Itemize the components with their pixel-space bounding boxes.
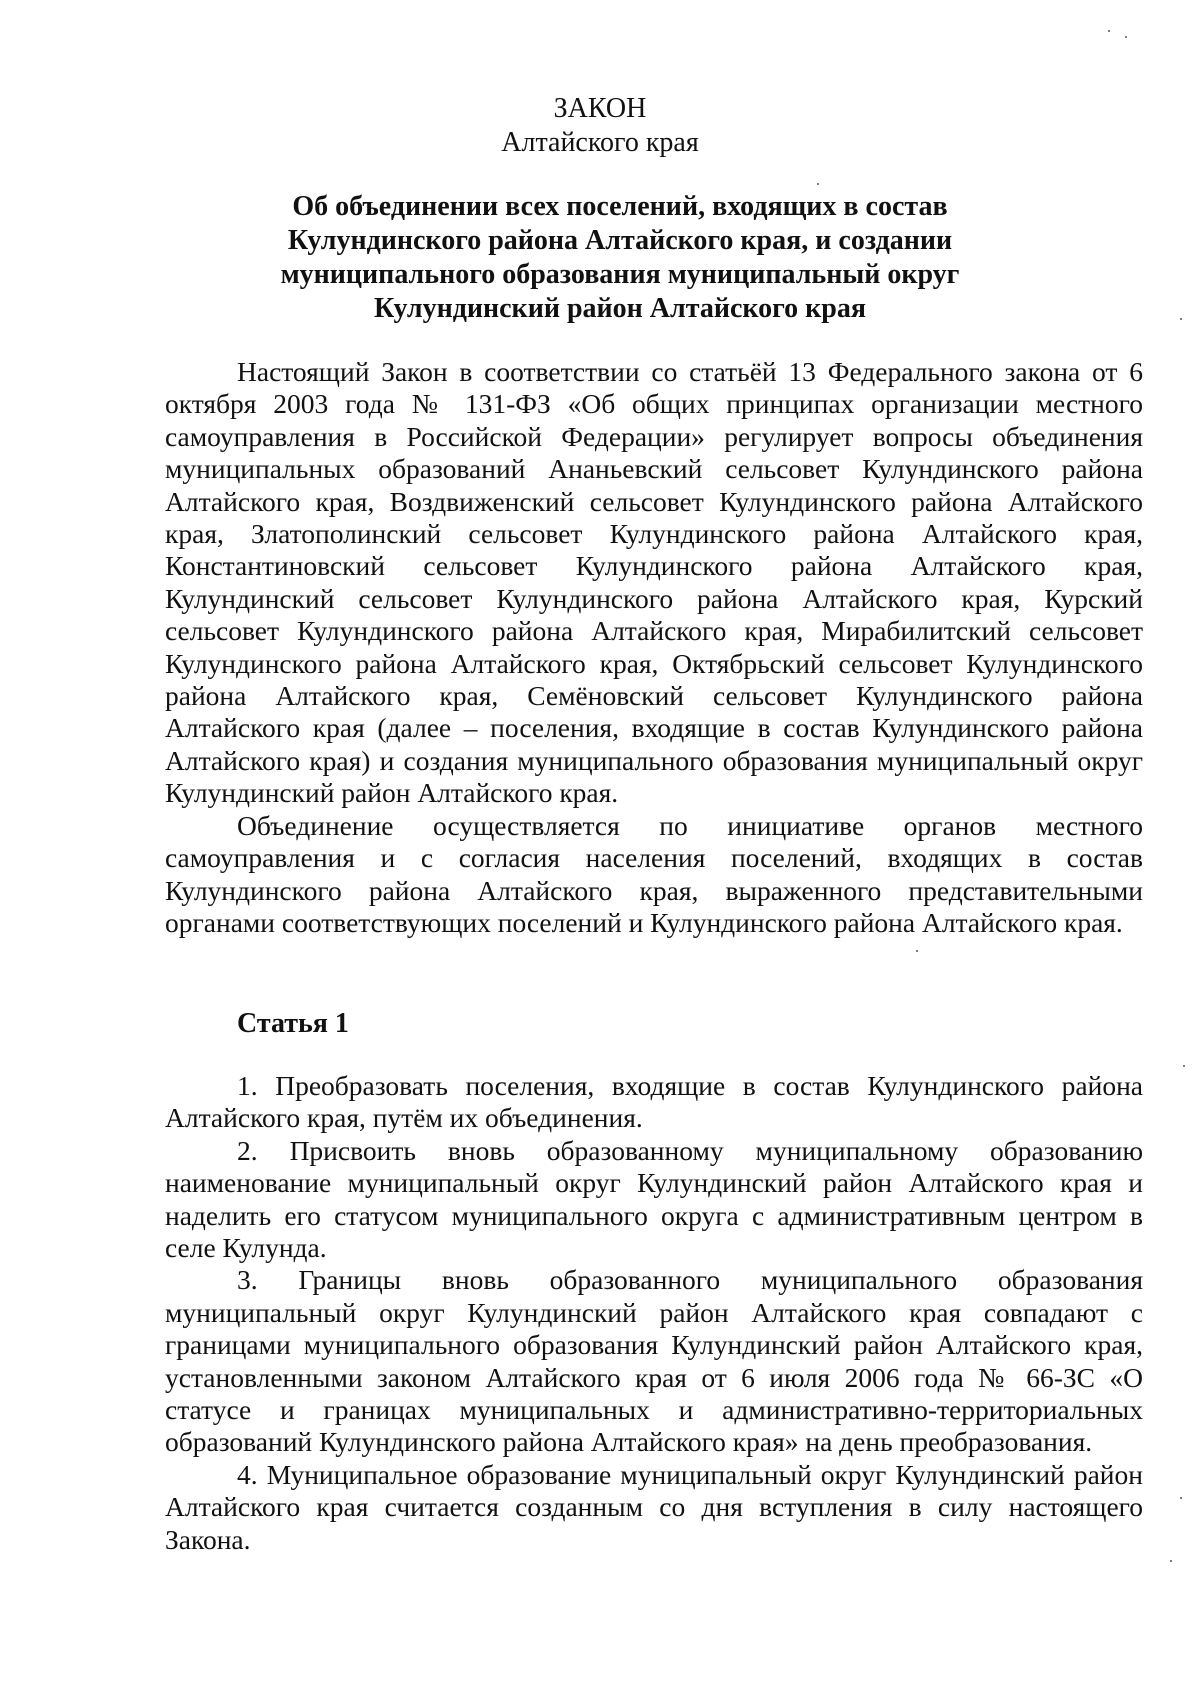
preamble-paragraph: Объединение осуществляется по инициативе органов местного самоуправления и с согласия населения поселений, входящих в состав Кулундинского района Алтайского края, выраженного представительными органами соответствующих поселений и Кулундинского района Алтайского края.: [165, 809, 1143, 938]
region-heading: Алтайского края: [501, 127, 699, 158]
scan-speck: [1125, 36, 1127, 38]
preamble-paragraph: Настоящий Закон в соответствии со статьёй 13 Федерального закона от 6 октября 2003 года № 131-ФЗ «Об общих принципах организации местного самоуправления в Российской Федерации» регулирует вопросы объединения муниципальных образований Ананьевский сельсовет Кулундинского района Алтайского края, Воздвиженский сельсовет Кулундинского района Алтайского края, Златополинский сельсовет Кулундинского района Алтайского края, Константиновский сельсовет Кулундинского района Алтайского края, Кулундинский сельсовет Кулундинского района Алтайского края, Курский сельсовет Кулундинского района Алтайского края, Мирабилитский сельсовет Кулундинского района Алтайского края, Октябрьский сельсовет Кулундинского района Алтайского края, Семёновский сельсовет Кулундинского района Алтайского края (далее – поселения, входящие в состав Кулундинского района Алтайского края) и создания муниципального образования муниципальный округ Кулундинский район Алтайского края.: [165, 356, 1143, 809]
scan-speck: [1170, 1560, 1172, 1562]
scan-speck: [1180, 318, 1182, 320]
law-title-line: муниципального образования муниципальный округ: [280, 259, 960, 290]
law-title: [240, 190, 1000, 326]
article-1-body: [165, 1070, 1143, 1556]
scan-speck: [817, 183, 819, 185]
preamble: [165, 356, 1143, 939]
scan-speck: [1108, 30, 1110, 32]
scan-speck: [916, 950, 918, 952]
article-item: 2. Присвоить вновь образованному муниципальному образованию наименование муниципальный округ Кулундинский район Алтайского края и наделить его статусом муниципального округа с административным центром в селе Кулунда.: [165, 1134, 1143, 1264]
law-title-line: Кулундинский район Алтайского края: [373, 293, 867, 324]
scan-speck: [1180, 1497, 1182, 1499]
scan-speck: [1183, 1065, 1185, 1067]
law-title-line: Кулундинского района Алтайского края, и создании: [287, 225, 953, 256]
article-item: 3. Границы вновь образованного муниципального образования муниципальный округ Кулундинский район Алтайского края совпадают с границами муниципального образования Кулундинский район Алтайского края, установленными законом Алтайского края от 6 июля 2006 года № 66-ЗС «О статусе и границах муниципальных и административно-территориальных образований Кулундинского района Алтайского края» на день преобразования.: [165, 1264, 1143, 1458]
article-1-heading: Статья 1: [237, 1008, 349, 1039]
article-item: 1. Преобразовать поселения, входящие в состав Кулундинского района Алтайского края, путём их объединения.: [165, 1070, 1143, 1134]
document-type-heading: ЗАКОН: [553, 93, 647, 124]
law-title-line: Об объединении всех поселений, входящих в состав: [292, 191, 948, 222]
article-item: 4. Муниципальное образование муниципальный округ Кулундинский район Алтайского края считается созданным со дня вступления в силу настоящего Закона.: [165, 1458, 1143, 1555]
